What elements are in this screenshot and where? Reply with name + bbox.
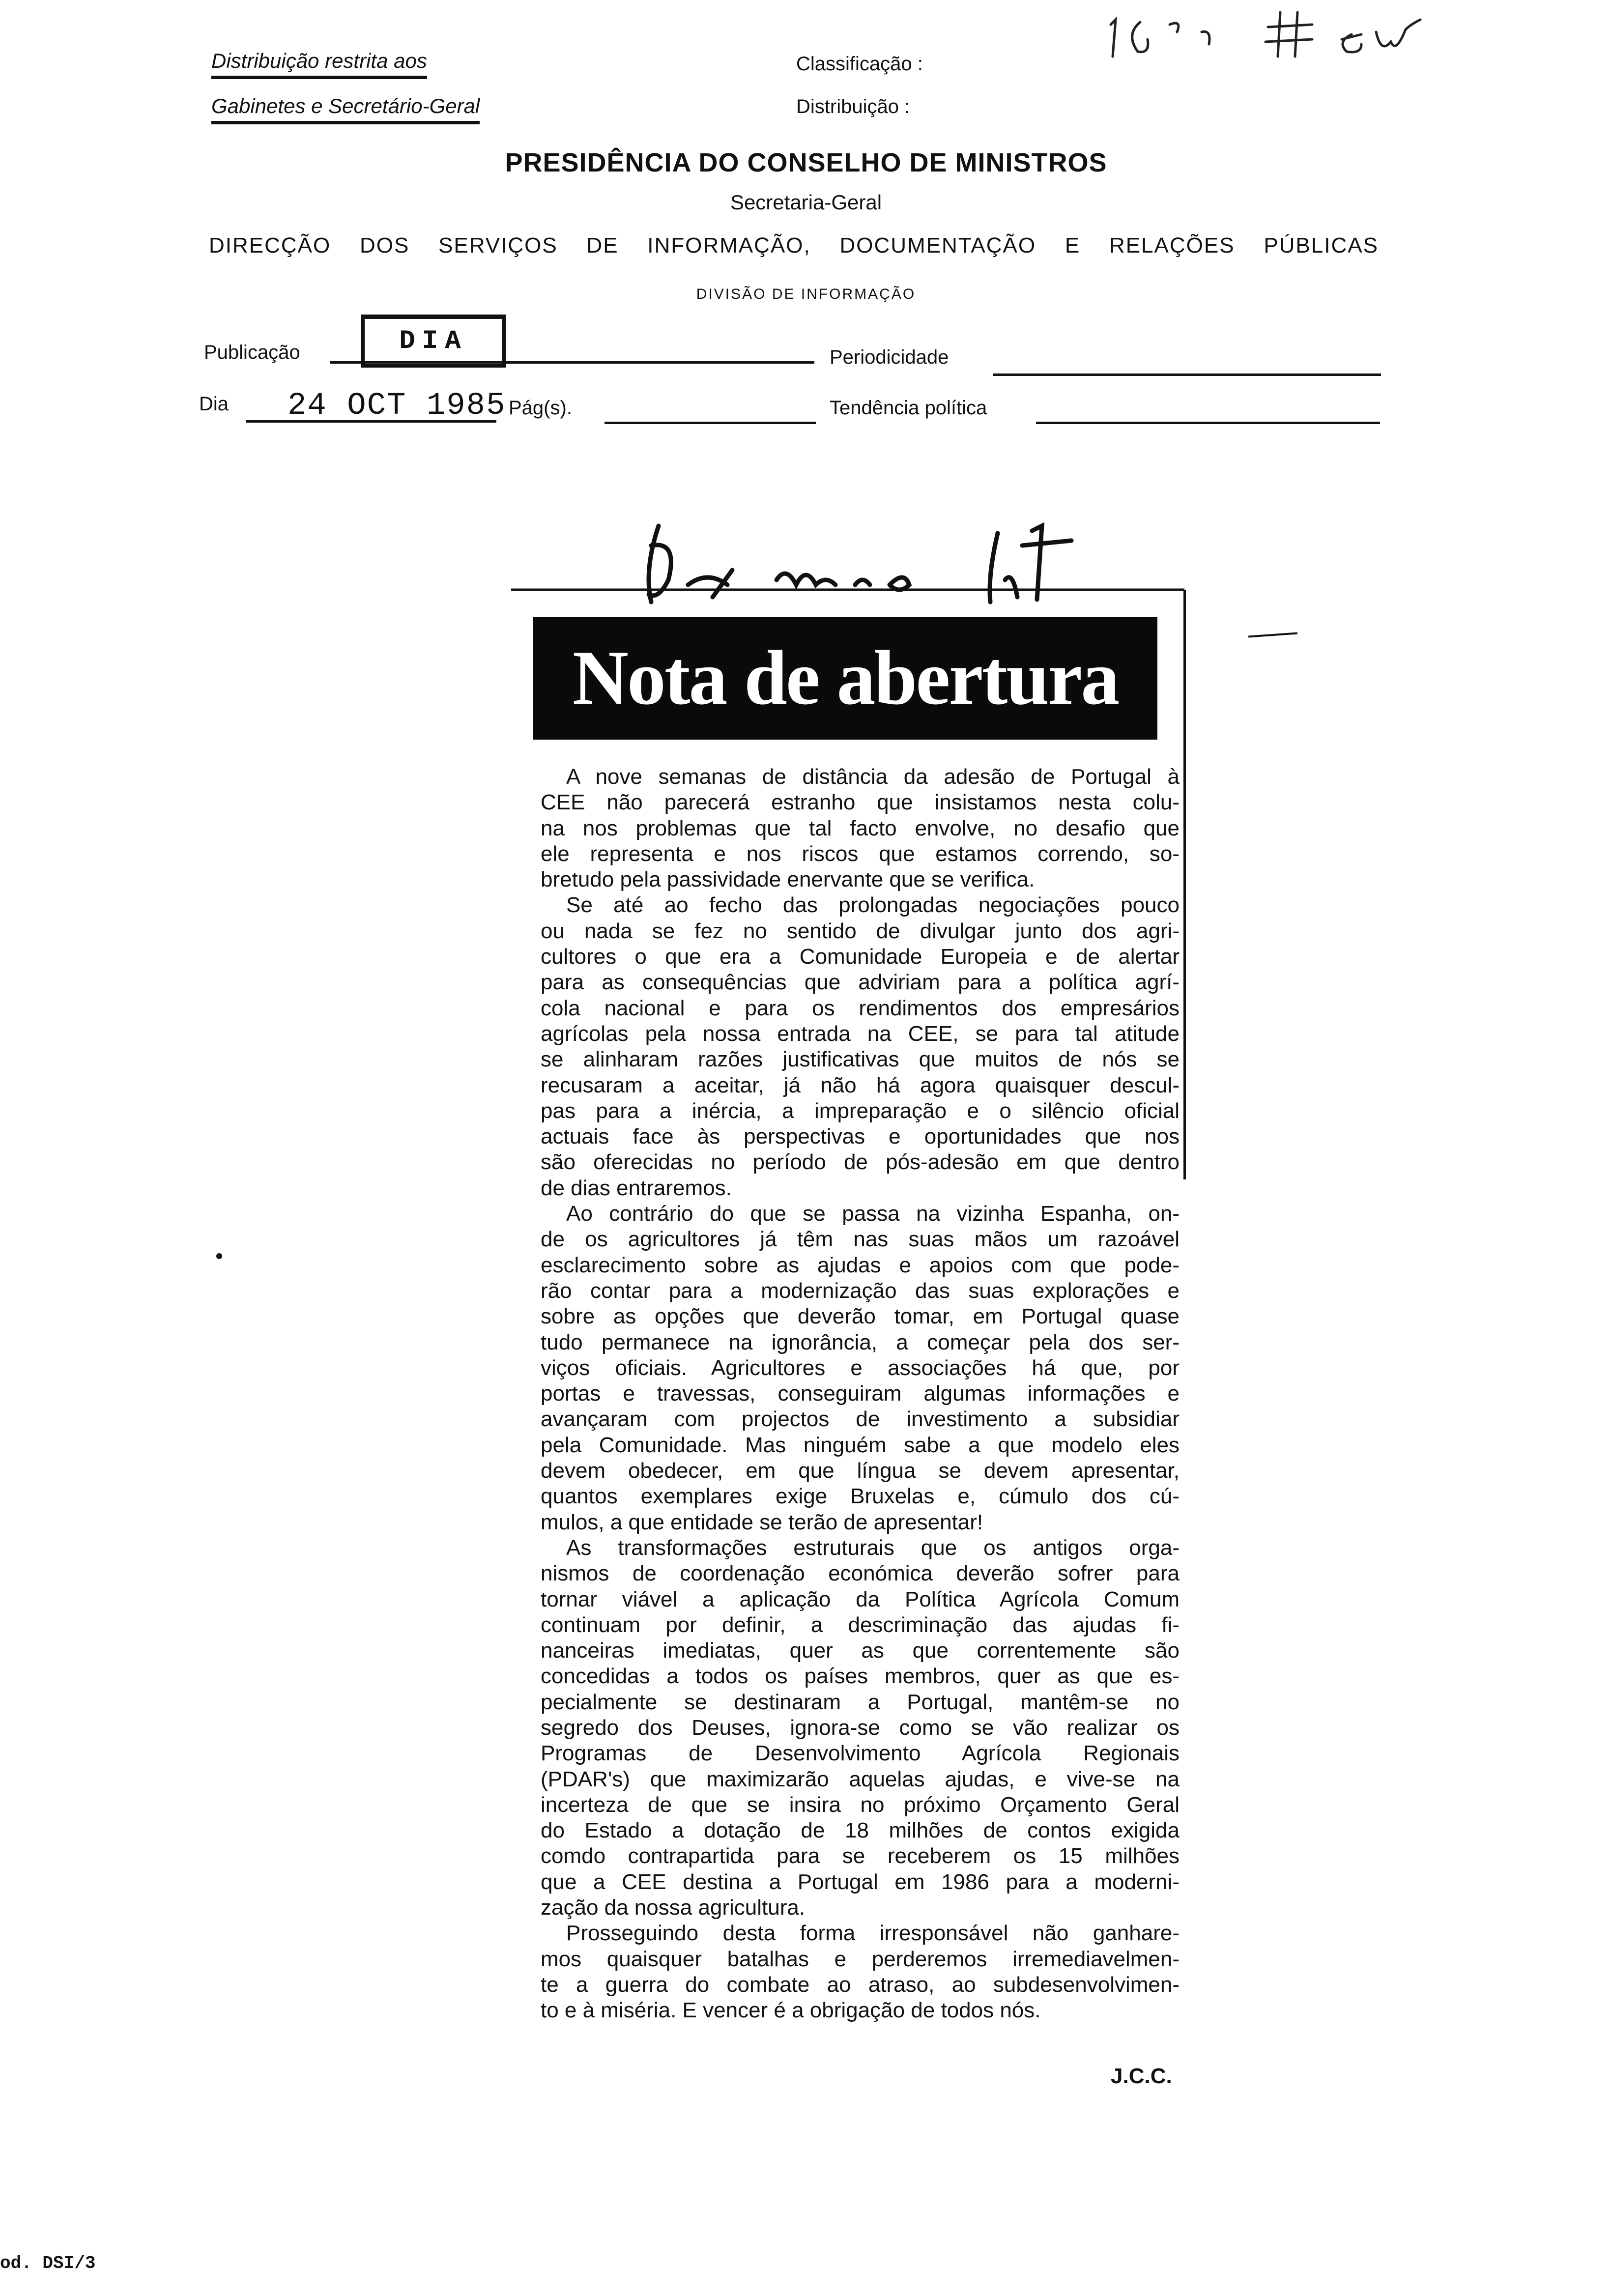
pages-label: Pág(s).	[509, 397, 572, 419]
article-headline: Nota de abertura	[533, 617, 1157, 740]
article-line: de os agricultores já têm nas suas mãos um razoável	[541, 1227, 1180, 1252]
article-line: nismos de coordenação económica deverão sofrer para	[541, 1561, 1180, 1586]
form-code: od. DSI/3	[0, 2253, 96, 2273]
article-line: Prosseguindo desta forma irresponsável não ganhare-	[566, 1921, 1180, 1946]
article-line: zação da nossa agricultura.	[541, 1895, 806, 1920]
day-value-stamp: 24 OCT 1985	[288, 388, 506, 424]
article-line: incerteza de que se insira no próximo Orçamento Geral	[541, 1792, 1180, 1817]
article-line: CEE não parecerá estranho que insistamos nesta colu-	[541, 790, 1180, 815]
article-line: Se até ao fecho das prolongadas negociações pouco	[566, 893, 1180, 918]
article-line: Ao contrário do que se passa na vizinha Espanha, on-	[566, 1202, 1180, 1226]
article-line: mos quaisquer batalhas e perderemos irremediavelmen-	[541, 1947, 1180, 1971]
article-line: ele representa e nos riscos que estamos correndo, so-	[541, 841, 1180, 866]
publication-value-stamp: DIA	[361, 315, 506, 368]
directorate-word: PÚBLICAS	[1264, 233, 1379, 258]
institution-title: PRESIDÊNCIA DO CONSELHO DE MINISTROS	[505, 148, 1107, 177]
directorate-word: DOS	[359, 233, 410, 258]
directorate-word: INFORMAÇÃO,	[647, 233, 811, 258]
article-line: rão contar para a modernização das suas explorações e	[541, 1278, 1180, 1303]
directorate-word: RELAÇÕES	[1109, 233, 1235, 258]
political-tendency-label: Tendência política	[830, 397, 987, 419]
article-line: A nove semanas de distância da adesão de Portugal à	[566, 765, 1180, 789]
article-line: nanceiras imediatas, quer as que correntemente são	[541, 1638, 1180, 1663]
scan-speck	[216, 1253, 222, 1259]
article-line: mulos, a que entidade se terão de apresentar!	[541, 1510, 983, 1534]
directorate-word: E	[1065, 233, 1081, 258]
article-line: concedidas a todos os países membros, quer as que es-	[541, 1664, 1180, 1689]
distribution-restricted-line1: Distribuição restrita aos	[211, 49, 427, 79]
article-line: para as consequências que adviriam para a política agrí-	[541, 970, 1180, 995]
article-line: agrícolas pela nossa entrada na CEE, se para tal atitude	[541, 1021, 1180, 1046]
article-line: ou nada se fez no sentido de divulgar junto dos agri-	[541, 918, 1180, 943]
directorate-word: DOCUMENTAÇÃO	[839, 233, 1036, 258]
directorate-word: DE	[586, 233, 619, 258]
article-line: avançaram com projectos de investimento a subsidiar	[541, 1407, 1180, 1432]
article-line: de dias entraremos.	[541, 1176, 732, 1200]
article-line: recusaram a aceitar, já não há agora quaisquer descul-	[541, 1073, 1180, 1097]
periodicity-label: Periodicidade	[830, 346, 949, 368]
directorate-word: SERVIÇOS	[438, 233, 558, 258]
directorate-word: DIRECÇÃO	[209, 233, 331, 258]
article-line: te a guerra do combate ao atraso, ao subdesenvolvimen-	[541, 1972, 1180, 1997]
margin-stroke	[1248, 632, 1297, 638]
article-line: cola nacional e para os rendimentos dos empresários	[541, 996, 1180, 1020]
article-line: do Estado a dotação de 18 milhões de contos exigida	[541, 1818, 1180, 1843]
classification-label: Classificação :	[796, 53, 923, 75]
article-line: pas para a inércia, a impreparação e o silêncio oficial	[541, 1098, 1180, 1123]
article-line: são oferecidas no período de pós-adesão em que dentro	[541, 1150, 1180, 1175]
clipping-border-right	[1183, 590, 1186, 1179]
day-label: Dia	[199, 393, 229, 415]
publication-label: Publicação	[204, 342, 300, 363]
article-line: viços oficiais. Agricultores e associações há que, por	[541, 1355, 1180, 1380]
article-line: Programas de Desenvolvimento Agrícola Regionais	[541, 1741, 1180, 1766]
article-line: actuais face às perspectivas e oportunidades que nos	[541, 1124, 1180, 1149]
article-line: esclarecimento sobre as ajudas e apoios com que pode-	[541, 1253, 1180, 1277]
division-label: DIVISÃO DE INFORMAÇÃO	[696, 286, 916, 302]
political-tendency-field-line	[1036, 422, 1380, 424]
article-line: comdo contrapartida para se receberem os 15 milhões	[541, 1844, 1180, 1868]
article-line: cultores o que era a Comunidade Europeia e de alertar	[541, 945, 1180, 969]
article-line: que a CEE destina a Portugal em 1986 para a moderni-	[541, 1869, 1180, 1894]
distribution-label: Distribuição :	[796, 96, 910, 117]
pages-field-line	[604, 422, 816, 424]
article-line: to e à miséria. E vencer é a obrigação de todos nós.	[541, 1998, 1041, 2023]
article-line: bretudo pela passividade enervante que se verifica.	[541, 867, 1035, 892]
handwritten-note-mark	[1096, 5, 1479, 64]
article-line: quantos exemplares exige Bruxelas e, cúmulo dos cú-	[541, 1484, 1180, 1509]
article-line: na nos problemas que tal facto envolve, no desafio que	[541, 816, 1180, 840]
article-line: (PDAR's) que maximizarão aquelas ajudas, e vive-se na	[541, 1767, 1180, 1791]
article-line: tudo permanece na ignorância, a começar pela dos ser-	[541, 1330, 1180, 1354]
directorate-line	[209, 233, 1379, 258]
article-signature: J.C.C.	[1111, 2064, 1172, 2088]
article-line: continuam por definir, a descriminação das ajudas fi-	[541, 1612, 1180, 1637]
handwritten-annotation-mark	[501, 511, 1189, 619]
distribution-restricted-line2: Gabinetes e Secretário-Geral	[211, 94, 480, 124]
article-line: devem obedecer, em que língua se devem apresentar,	[541, 1459, 1180, 1483]
article-line: portas e travessas, conseguiram algumas informações e	[541, 1381, 1180, 1406]
article-line: sobre as opções que deverão tomar, em Portugal quase	[541, 1304, 1180, 1329]
periodicity-field-line	[993, 373, 1381, 376]
article-line: As transformações estruturais que os antigos orga-	[566, 1535, 1180, 1560]
article-line: pela Comunidade. Mas ninguém sabe a que modelo eles	[541, 1433, 1180, 1457]
article-line: pecialmente se destinaram a Portugal, mantêm-se no	[541, 1690, 1180, 1714]
article-line: tornar viável a aplicação da Política Agrícola Comum	[541, 1587, 1180, 1611]
institution-subtitle: Secretaria-Geral	[730, 191, 882, 214]
article-body	[541, 764, 1180, 2024]
article-line: segredo dos Deuses, ignora-se como se vão realizar os	[541, 1715, 1180, 1740]
article-line: se alinharam razões justificativas que muitos de nós se	[541, 1047, 1180, 1072]
